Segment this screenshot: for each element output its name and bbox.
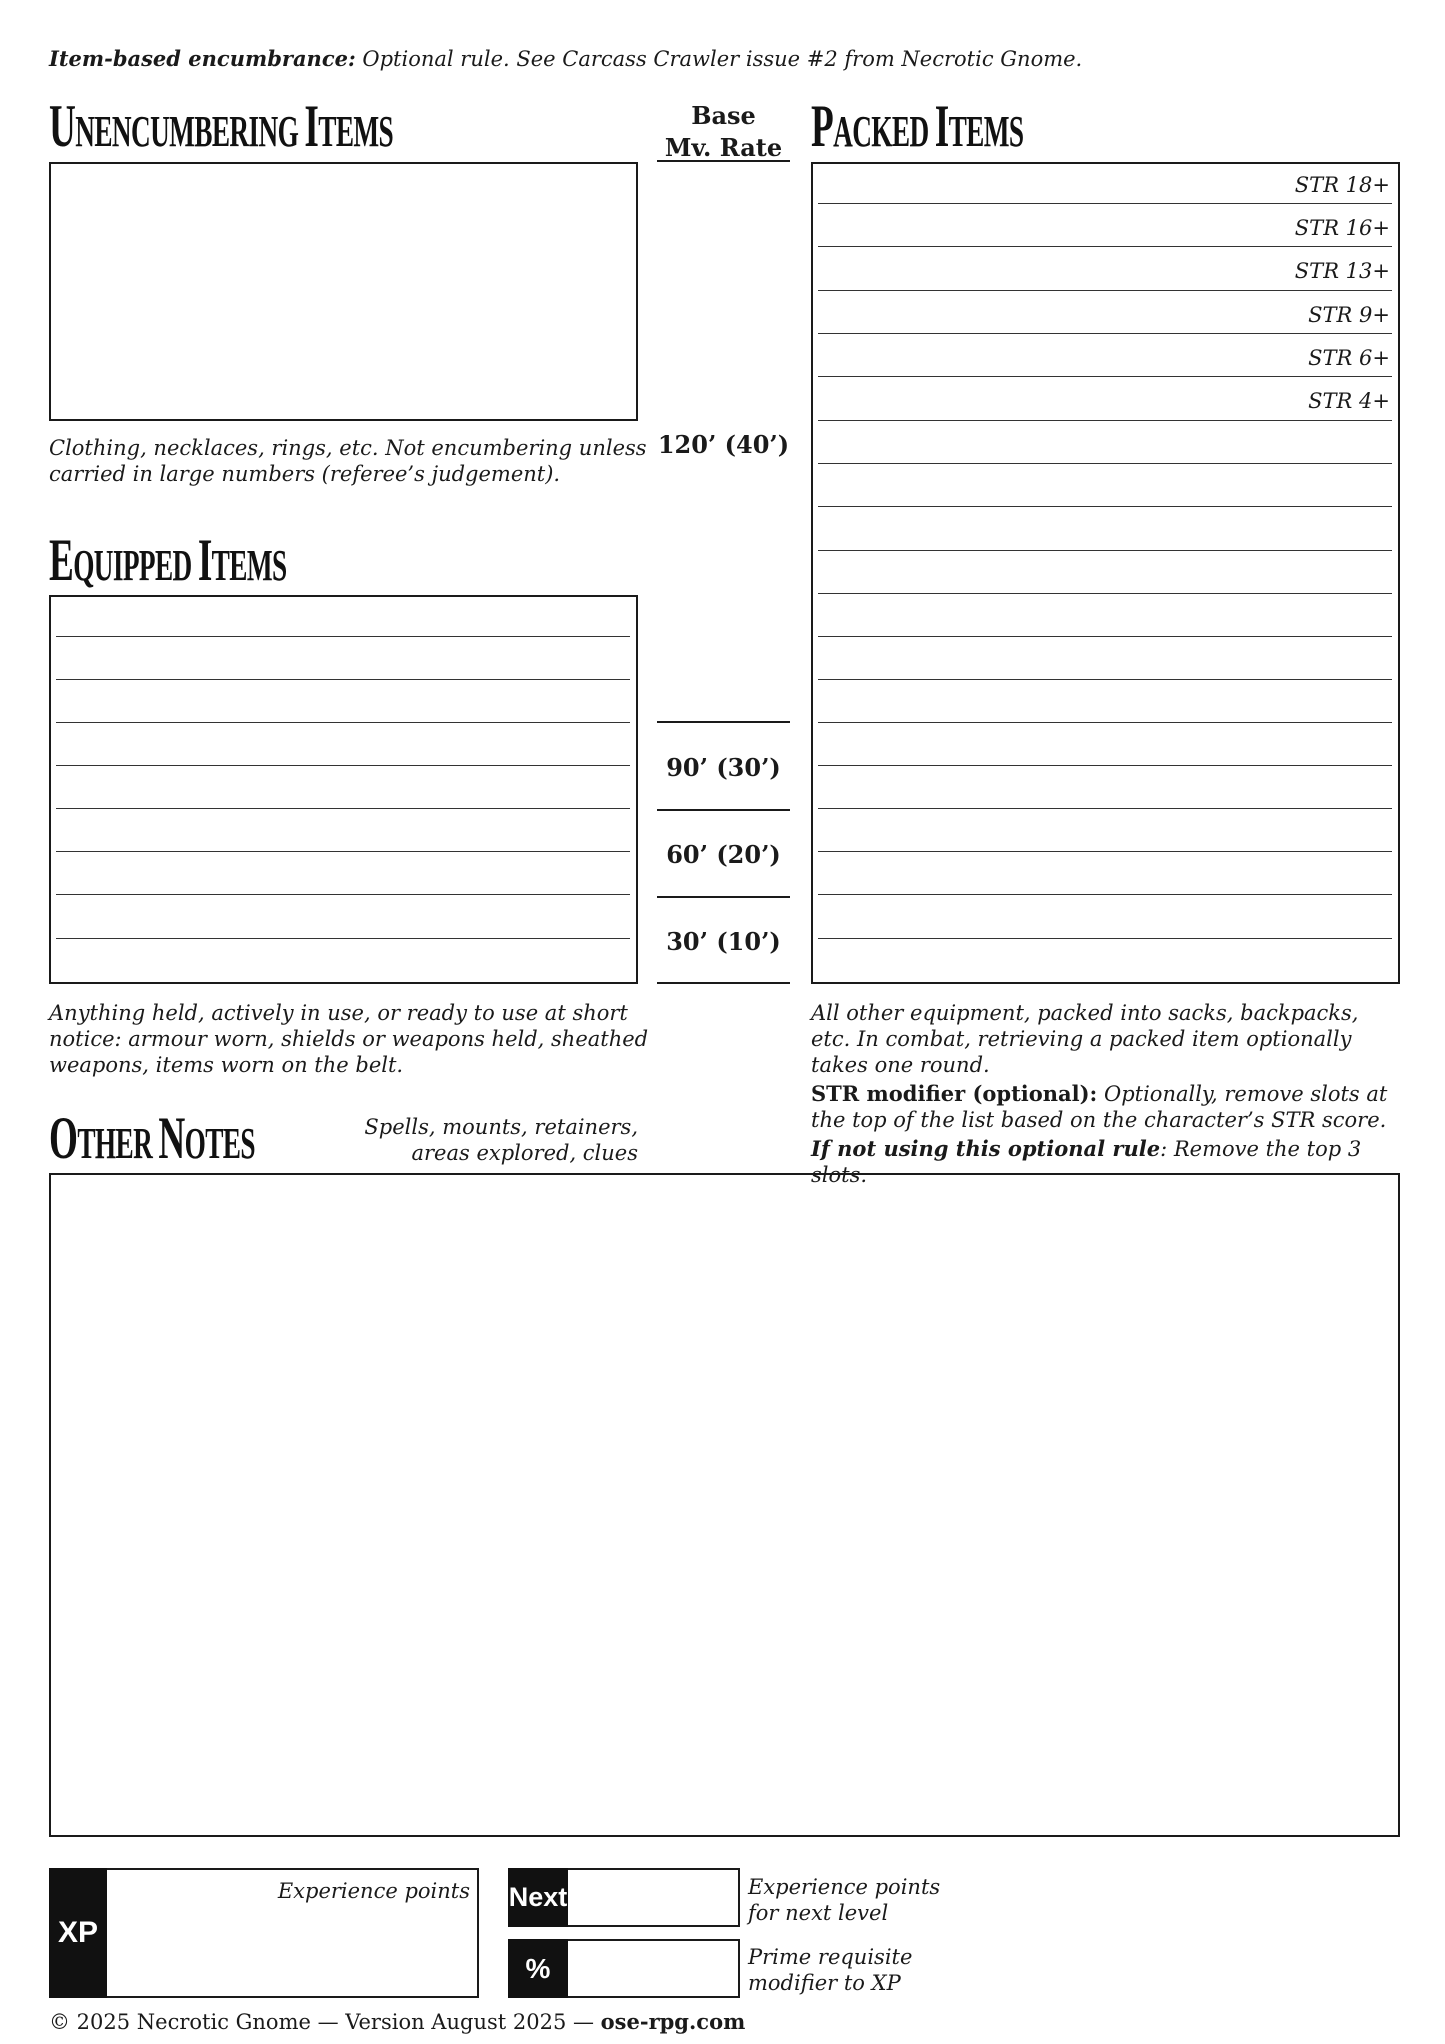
equipped-slot-line[interactable] [56,722,630,723]
mv-rate-90: 90’ (30’) [666,753,781,782]
packed-slot-line[interactable] [818,593,1392,594]
equipped-slot-line[interactable] [56,894,630,895]
packed-slot-line[interactable] [818,938,1392,939]
mv-divider [657,982,790,984]
packed-slot-line[interactable] [818,765,1392,766]
equipped-slot-line[interactable] [56,851,630,852]
packed-slot-line[interactable] [818,420,1392,421]
packed-slot-line[interactable] [818,679,1392,680]
intro-text [49,46,1082,71]
next-label: Next [508,1868,568,1927]
intro-label: Item-based encumbrance: [49,46,356,71]
footer-site-link[interactable]: ose-rpg.com [600,2009,746,2034]
packed-slot-line[interactable] [818,506,1392,507]
intro-body: Optional rule. See Carcass Crawler issue #2 from Necrotic Gnome. [355,47,1083,71]
packed-note [811,1000,1401,1188]
str-slot-label: STR 16+ [1294,216,1390,240]
mv-divider [657,896,790,898]
equipped-slot-line[interactable] [56,938,630,939]
unencumbering-title: UNENCUMBERING ITEMS [49,93,394,159]
packed-slot-line[interactable] [818,246,1392,247]
next-level-hint: Experience points for next level [748,1875,941,1925]
mv-divider [657,721,790,723]
mv-rate-120: 120’ (40’) [657,430,790,459]
equipped-slot-line[interactable] [56,636,630,637]
mv-rate-60: 60’ (20’) [666,840,781,869]
other-notes-title: OTHER NOTES [49,1105,255,1171]
packed-slot-line[interactable] [818,203,1392,204]
str-slot-label: STR 13+ [1294,259,1390,283]
percent-label: % [508,1939,568,1998]
mv-divider [657,809,790,811]
packed-box[interactable] [811,162,1400,984]
packed-slot-line[interactable] [818,376,1392,377]
equipped-slot-line[interactable] [56,765,630,766]
packed-slot-line[interactable] [818,808,1392,809]
equipped-box[interactable] [49,595,638,984]
str-slot-label: STR 4+ [1308,389,1390,413]
packed-slot-line[interactable] [818,851,1392,852]
unencumbering-note: Clothing, necklaces, rings, etc. Not encumbering unless carried in large numbers (referee’s judgement). [49,436,647,486]
str-modifier-note: STR modifier (optional): Optionally, remove slots at the top of the list based on the character’s STR score. [811,1081,1388,1132]
other-notes-hint: Spells, mounts, retainers, areas explored, clues [364,1115,638,1165]
packed-slot-line[interactable] [818,333,1392,334]
unencumbering-box[interactable] [49,162,638,421]
mv-header-rule [657,160,790,162]
str-slot-label: STR 9+ [1308,303,1390,327]
equipped-note: Anything held, actively in use, or ready to use at short notice: armour worn, shields or weapons held, sheathed weapons, items worn on the belt. [49,1001,649,1077]
packed-slot-line[interactable] [818,463,1392,464]
mv-rate-30: 30’ (10’) [666,927,781,956]
xp-label: XP [49,1868,107,1998]
packed-slot-line[interactable] [818,550,1392,551]
not-using-note: If not using this optional rule: Remove the top 3 slots. [811,1136,1362,1187]
mv-rate-header: Base Mv. Rate [664,101,783,162]
xp-hint: Experience points [277,1879,470,1903]
footer-copyright: © 2025 Necrotic Gnome — Version August 2025 — [49,2010,601,2034]
packed-title: PACKED ITEMS [811,93,1024,159]
str-slot-label: STR 18+ [1294,173,1390,197]
str-slot-label: STR 6+ [1308,346,1390,370]
packed-slot-line[interactable] [818,894,1392,895]
equipped-slot-line[interactable] [56,808,630,809]
equipped-slot-line[interactable] [56,679,630,680]
packed-slot-line[interactable] [818,290,1392,291]
packed-slot-line[interactable] [818,636,1392,637]
footer [49,2009,745,2034]
other-notes-box[interactable] [49,1173,1400,1837]
packed-slot-line[interactable] [818,722,1392,723]
equipped-title: EQUIPPED ITEMS [49,527,287,593]
prime-requisite-hint: Prime requisite modifier to XP [748,1945,913,1995]
packed-note-body: All other equipment, packed into sacks, backpacks, etc. In combat, retrieving a packed item optionally takes one round. [811,1001,1359,1077]
